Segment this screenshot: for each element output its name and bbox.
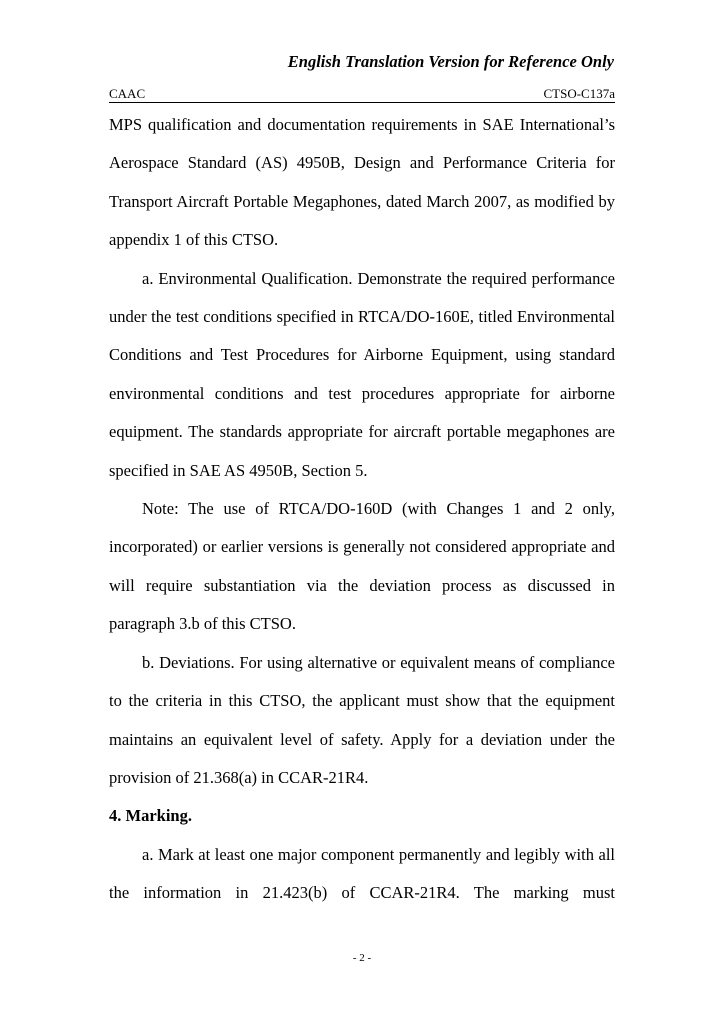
paragraph-mps-qualification: MPS qualification and documentation requirements in SAE International’s Aerospace Standard (AS) 4950B, Design and Performance Criteria for Transport Aircraft Portable Megaphones, dated March 2007, as modified by appendix 1 of this CTSO.: [109, 115, 615, 250]
paragraph-note: Note: The use of RTCA/DO-160D (with Changes 1 and 2 only, incorporated) or earlier versions is generally not considered appropriate and will require substantiation via the deviation process as discussed in paragraph 3.b of this CTSO.: [109, 499, 615, 634]
section-heading-marking: 4. Marking.: [109, 806, 192, 826]
paragraph-deviations: b. Deviations. For using alternative or equivalent means of compliance to the criteria in this CTSO, the applicant must show that the equipment maintains an equivalent level of safety. Apply for a deviation under the provision of 21.368(a) in CCAR-21R4.: [109, 652, 615, 787]
document-body: [109, 106, 615, 913]
header-document-id: CTSO-C137a: [543, 86, 615, 101]
translation-banner: English Translation Version for Reference Only: [287, 52, 614, 71]
header-organization: CAAC: [109, 86, 146, 101]
header-divider: [109, 102, 615, 103]
page-number: - 2 -: [352, 952, 372, 964]
paragraph-marking: a. Mark at least one major component permanently and legibly with all the information in 21.423(b) of CCAR-21R4. The marking must: [109, 844, 615, 903]
paragraph-environmental-qualification: a. Environmental Qualification. Demonstrate the required performance under the test conditions specified in RTCA/DO-160E, titled Environmental Conditions and Test Procedures for Airborne Equipment, using standard environmental conditions and test procedures appropriate for airborne equipment. The standards appropriate for aircraft portable megaphones are specified in SAE AS 4950B, Section 5.: [109, 268, 615, 480]
